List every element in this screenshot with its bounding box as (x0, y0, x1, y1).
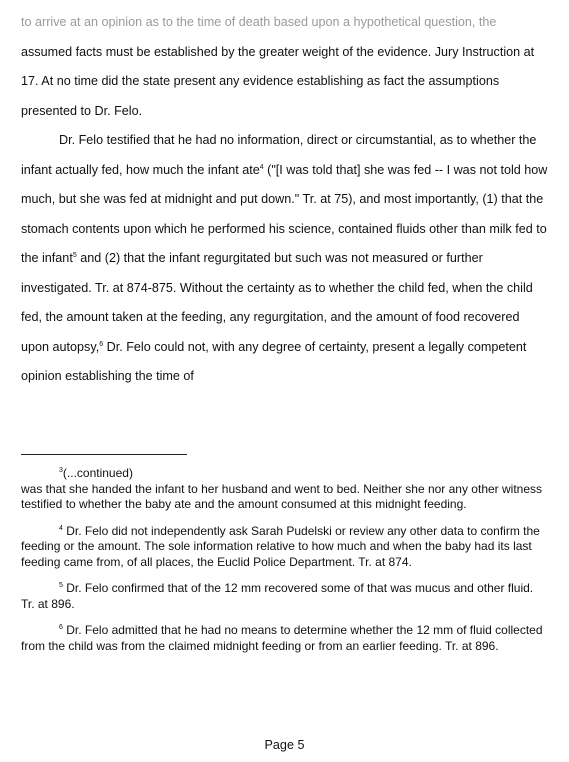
footnote-ref-4: 4 (259, 163, 264, 171)
footnote-6: $^6$ Dr. Felo admitted that he had no means to determine whether the 12 mm of fluid collected from the child was from the claimed midnight feeding or from an earlier feeding. Tr. at 896. (21, 623, 543, 653)
footnote-4: $^4$ Dr. Felo did not independently ask Sarah Pudelski or review any other data to confirm the feeding or the amount. The sole information relative to how much and when the baby had its last feeding came from, of all places, the Euclid Police Department. Tr. at 874. (21, 523, 540, 569)
faded-fragment: to arrive at an opinion as to the time of death based upon a hypothetical question, the (21, 15, 497, 29)
body-text (21, 8, 548, 392)
paragraph-1: to arrive at an opinion as to the time of death based upon a hypothetical question, the assumed facts must be established by the greater weight of the evidence. Jury Instruction at 17. At no time did the state present any evidence establishing as fact the assumptions presented to Dr. Felo. (21, 15, 535, 118)
footnote-5: $^5$ Dr. Felo confirmed that of the 12 mm recovered some of that was mucus and other fluid. Tr. at 896. (21, 581, 534, 611)
footnote-ref-5: 5 (72, 251, 77, 259)
page-number: Page 5 (264, 738, 305, 752)
footnote-separator (21, 454, 187, 455)
footnote-ref-6: 6 (99, 340, 104, 348)
footnotes (21, 466, 548, 665)
paragraph-2: Dr. Felo testified that he had no information, direct or circumstantial, as to whether the infant actually fed, how much the infant ate$^4$ ("[I was told that] she was fed -- I was not told how much, but she was fed at midnight and put down." Tr. at 75), and most importantly, (1) that the stomach contents upon which he performed his science, contained fluids other than milk fed to the infant$^5$ and (2) that the infant regurgitated but such was not measured or further investigated. Tr. at 874-875. Without the certainty as to whether the child fed, when the child fed, the amount taken at the feeding, any regurgitation, and the amount of food recovered upon autopsy,$^6$ Dr. Felo could not, with any degree of certainty, present a legally competent opinion establishing the time of (21, 133, 548, 383)
footnote-3-continued: $^3$(...continued) was that she handed the infant to her husband and went to bed. Neither she nor any other witness testified to whether the baby ate and the amount consumed at this midnight feeding. (21, 466, 543, 511)
